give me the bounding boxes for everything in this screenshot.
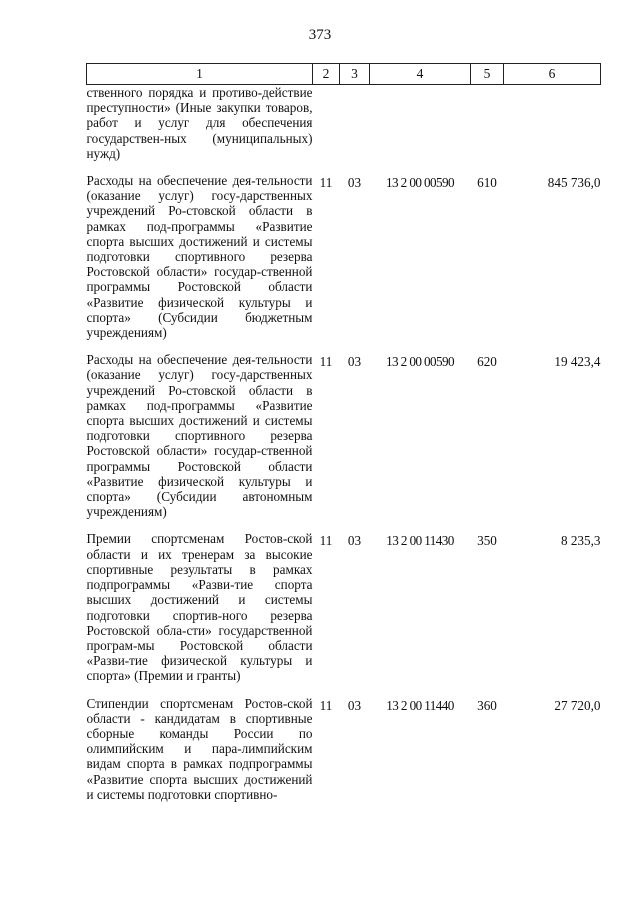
row-subsection: 03 bbox=[347, 533, 362, 549]
row-section: 11 bbox=[319, 533, 333, 549]
row-subsection: 03 bbox=[347, 175, 362, 191]
header-col-2: 2 bbox=[313, 64, 340, 85]
header-col-4: 4 bbox=[370, 64, 471, 85]
row-section: 11 bbox=[319, 175, 333, 191]
row-subsection: 03 bbox=[347, 697, 362, 713]
row-expense-type: 350 bbox=[477, 533, 497, 549]
row-expense-type: 610 bbox=[477, 175, 497, 191]
row-description: Расходы на обеспечение дея-тельности (оказание услуг) госу-дарственных учреждений Ро-стовской области в рамках под-программы «Развитие спорта высших достижений и системы подготовки спортивного резерва Ростовской области» государ-ственной программы Ростовской области «Развитие физической культуры и спорта» (Субсидии автономным учреждениям) bbox=[86, 352, 313, 520]
row-expense-type: 620 bbox=[477, 354, 497, 370]
table-row-continuation bbox=[87, 85, 601, 174]
page-number: 373 bbox=[308, 27, 332, 43]
table-row bbox=[87, 352, 601, 531]
row-description: Расходы на обеспечение дея-тельности (оказание услуг) госу-дарственных учреждений Ро-стовской области в рамках под-программы «Развитие спорта высших достижений и системы подготовки спортивного резерва Ростовской области» государ-ственной программы Ростовской области «Развитие физической культуры и спорта» (Субсидии бюджетным учреждениям) bbox=[86, 173, 313, 341]
row-section: 11 bbox=[319, 697, 333, 713]
header-col-5: 5 bbox=[471, 64, 504, 85]
row-target-article: 13 2 00 11440 bbox=[386, 697, 454, 713]
row-target-article: 13 2 00 11430 bbox=[386, 533, 454, 549]
table-row bbox=[87, 696, 601, 814]
row-subsection: 03 bbox=[347, 354, 362, 370]
table-row bbox=[87, 531, 601, 695]
header-col-6: 6 bbox=[504, 64, 601, 85]
row-description: Стипендии спортсменам Ростов-ской области - кандидатам в спортивные сборные команды России по олимпийским и пара-лимпийским видам спорта в рамках подпрограммы «Развитие спорта высших достижений и системы подготовки спортивно- bbox=[86, 695, 313, 802]
row-expense-type: 360 bbox=[477, 697, 497, 713]
row-amount: 27 720,0 bbox=[554, 697, 601, 713]
table-header-row bbox=[87, 64, 601, 85]
header-col-1: 1 bbox=[87, 64, 313, 85]
row-amount: 8 235,3 bbox=[560, 533, 601, 549]
row-description: Премии спортсменам Ростов-ской области и их тренерам за высокие спортивные результаты в рамках подпрограммы «Разви-тие спорта высших достижений и системы подготовки спортив-ного резерва Ростовской обла-сти» государственной програм-мы Ростовской области «Разви-тие физической культуры и спорта» (Премии и гранты) bbox=[86, 531, 313, 684]
table-row bbox=[87, 173, 601, 352]
row-amount: 19 423,4 bbox=[554, 354, 601, 370]
row-section: 11 bbox=[319, 354, 333, 370]
budget-table bbox=[86, 63, 601, 814]
row-amount: 845 736,0 bbox=[547, 175, 601, 191]
row-description: ственного порядка и противо-действие преступности» (Иные закупки товаров, работ и услуг для обеспечения государствен-ных (муниципальных) нужд) bbox=[86, 85, 313, 161]
row-target-article: 13 2 00 00590 bbox=[385, 175, 455, 191]
header-col-3: 3 bbox=[340, 64, 370, 85]
row-target-article: 13 2 00 00590 bbox=[385, 354, 455, 370]
